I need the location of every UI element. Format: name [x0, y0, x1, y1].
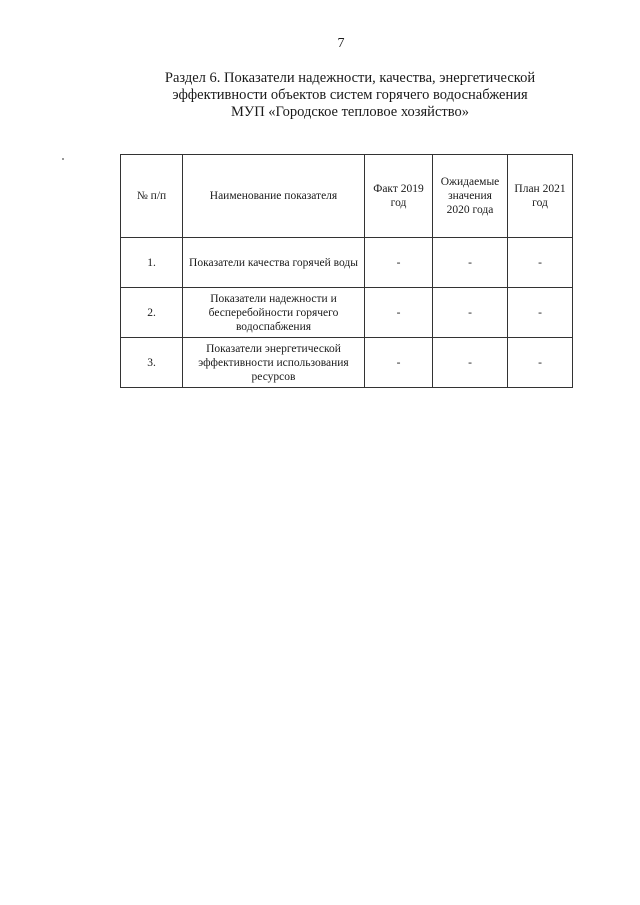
row-indicator-name: Показатели энергетической эффективности использования ресурсов	[183, 338, 365, 388]
row-plan-2021: -	[508, 338, 573, 388]
section-title	[110, 70, 590, 121]
header-plan-2021: План 2021 год	[508, 155, 573, 238]
row-expected-2020: -	[433, 288, 508, 338]
table-header-row	[121, 155, 573, 238]
title-line-3: МУП «Городское тепловое хозяйство»	[231, 104, 469, 120]
indicators-table	[120, 154, 573, 388]
row-fact-2019: -	[365, 288, 433, 338]
title-line-2: эффективности объектов систем горячего водоснабжения	[172, 87, 528, 103]
scan-artifact	[62, 158, 64, 160]
row-plan-2021: -	[508, 288, 573, 338]
row-expected-2020: -	[433, 238, 508, 288]
table-row	[121, 338, 573, 388]
title-line-1: Раздел 6. Показатели надежности, качества, энергетической	[164, 70, 536, 86]
page-number: 7	[337, 36, 345, 51]
table-row	[121, 238, 573, 288]
row-plan-2021: -	[508, 238, 573, 288]
header-fact-2019: Факт 2019 год	[365, 155, 433, 238]
row-indicator-name: Показатели надежности и бесперебойности горячего водоспабжения	[183, 288, 365, 338]
row-fact-2019: -	[365, 338, 433, 388]
header-indicator-name: Наименование показателя	[183, 155, 365, 238]
table-row	[121, 288, 573, 338]
row-number: 3.	[121, 338, 183, 388]
header-number: № п/п	[121, 155, 183, 238]
row-number: 2.	[121, 288, 183, 338]
row-indicator-name: Показатели качества горячей воды	[183, 238, 365, 288]
row-number: 1.	[121, 238, 183, 288]
row-fact-2019: -	[365, 238, 433, 288]
row-expected-2020: -	[433, 338, 508, 388]
header-expected-2020: Ожидаемые значения 2020 года	[433, 155, 508, 238]
